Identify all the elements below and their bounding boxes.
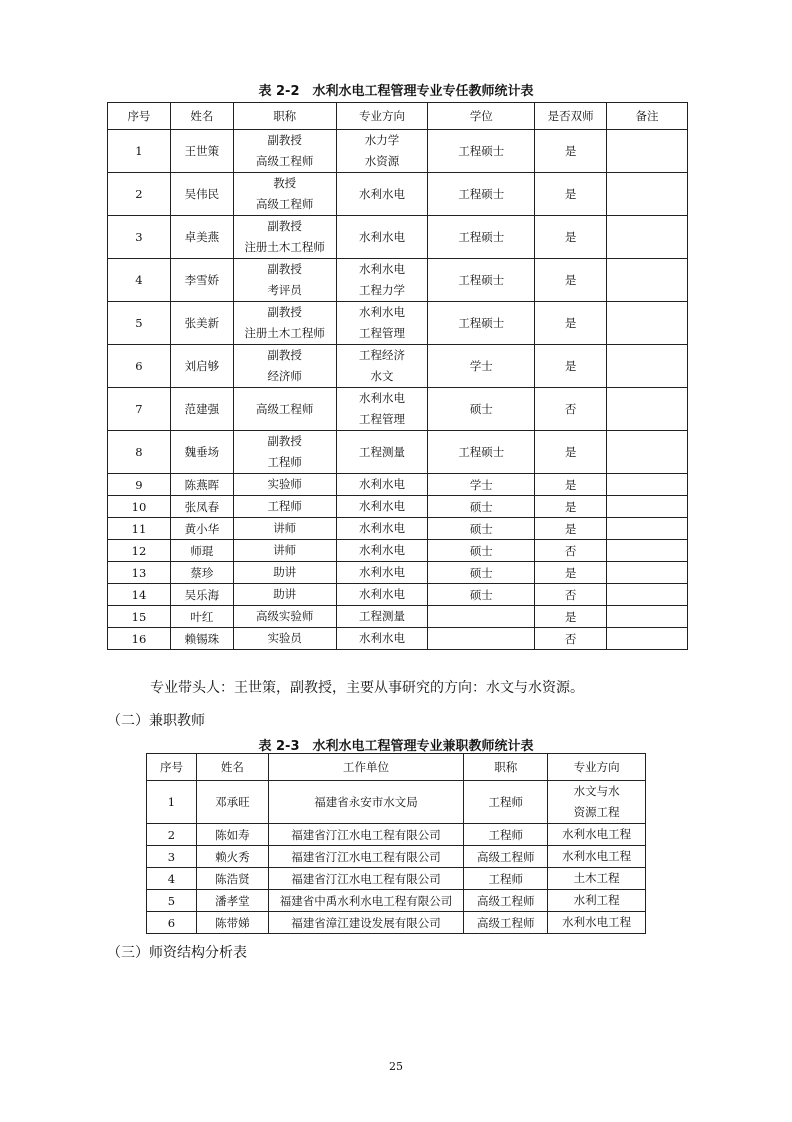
cell-direction <box>548 868 646 890</box>
leader-text: 专业带头人：王世策，副教授，主要从事研究的方向：水文与水资源。 <box>150 680 584 696</box>
cell-dual: 否 <box>535 584 607 606</box>
cell-name: 张美新 <box>170 302 233 345</box>
cell-degree: 工程硕士 <box>428 431 535 474</box>
cell-note <box>607 216 688 259</box>
column-header: 职称 <box>464 754 548 781</box>
cell-line: 讲师 <box>273 543 297 557</box>
table-row <box>108 216 688 259</box>
table-2-2-caption: 表 2-2 水利水电工程管理专业专任教师统计表 <box>258 84 534 99</box>
cell-line: 注册土木工程师 <box>244 326 325 340</box>
cell-dual: 是 <box>535 216 607 259</box>
cell-degree: 学士 <box>428 345 535 388</box>
cell-no: 6 <box>147 912 197 934</box>
cell-line: 水利水电 <box>359 229 405 244</box>
cell-unit: 福建省汀江水电工程有限公司 <box>268 846 464 868</box>
cell-no: 1 <box>147 781 197 824</box>
cell-degree: 工程硕士 <box>428 130 535 173</box>
table-row <box>147 868 646 890</box>
cell-title <box>233 540 336 562</box>
column-header: 序号 <box>108 103 171 130</box>
cell-degree <box>428 628 535 650</box>
cell-dual: 否 <box>535 540 607 562</box>
cell-direction <box>336 518 428 540</box>
table-2-3-caption: 表 2-3 水利水电工程管理专业兼职教师统计表 <box>258 739 534 754</box>
cell-no: 7 <box>108 388 171 431</box>
table-row <box>147 781 646 824</box>
table-row <box>147 824 646 846</box>
cell-line: 工程测量 <box>359 444 405 459</box>
cell-degree: 学士 <box>428 474 535 496</box>
cell-dual: 是 <box>535 130 607 173</box>
table-header-row <box>108 103 688 130</box>
cell-direction <box>336 259 428 302</box>
cell-line: 工程师 <box>267 455 302 469</box>
cell-line: 考评员 <box>267 283 302 297</box>
table-row <box>108 259 688 302</box>
table-row <box>108 302 688 345</box>
cell-no: 9 <box>108 474 171 496</box>
cell-name: 范建强 <box>170 388 233 431</box>
column-header: 专业方向 <box>336 103 428 130</box>
cell-line: 教授 <box>273 176 297 190</box>
table-row <box>108 173 688 216</box>
cell-note <box>607 345 688 388</box>
cell-no: 4 <box>147 868 197 890</box>
cell-line: 讲师 <box>273 521 297 535</box>
cell-direction <box>336 345 428 388</box>
cell-name: 陈浩贤 <box>196 868 268 890</box>
cell-unit: 福建省中禹水利水电工程有限公司 <box>268 890 464 912</box>
cell-name: 陈燕晖 <box>170 474 233 496</box>
cell-note <box>607 606 688 628</box>
cell-line: 工程测量 <box>359 609 405 623</box>
cell-name: 赖火秀 <box>196 846 268 868</box>
cell-name: 张凤春 <box>170 496 233 518</box>
cell-degree: 硕士 <box>428 584 535 606</box>
cell-unit: 福建省漳江建设发展有限公司 <box>268 912 464 934</box>
cell-title <box>233 606 336 628</box>
table-row <box>108 130 688 173</box>
cell-no: 3 <box>147 846 197 868</box>
cell-line: 水利水电 <box>359 521 405 535</box>
cell-title <box>233 628 336 650</box>
table-row <box>108 388 688 431</box>
cell-name: 魏垂场 <box>170 431 233 474</box>
cell-line: 高级工程师 <box>255 401 314 416</box>
column-header: 序号 <box>147 754 197 781</box>
cell-name: 王世策 <box>170 130 233 173</box>
column-header: 是否双师 <box>535 103 607 130</box>
cell-line: 水利水电 <box>359 262 405 276</box>
cell-line: 工程师 <box>267 499 302 513</box>
cell-line: 副教授 <box>267 262 302 276</box>
part-time-teacher-table <box>146 753 646 934</box>
cell-note <box>607 562 688 584</box>
cell-title <box>233 302 336 345</box>
cell-line: 水利水电 <box>359 477 405 491</box>
cell-line: 高级工程师 <box>255 154 314 168</box>
cell-direction <box>336 606 428 628</box>
cell-direction <box>336 130 428 173</box>
cell-direction <box>336 540 428 562</box>
cell-note <box>607 130 688 173</box>
cell-dual: 是 <box>535 606 607 628</box>
full-time-teacher-table <box>107 102 688 650</box>
cell-line: 水力学 <box>364 133 400 147</box>
cell-note <box>607 518 688 540</box>
cell-line: 高级实验师 <box>255 609 314 623</box>
cell-note <box>607 540 688 562</box>
cell-no: 12 <box>108 540 171 562</box>
table-row <box>147 890 646 912</box>
cell-title: 工程师 <box>464 781 548 824</box>
table-row <box>108 606 688 628</box>
cell-note <box>607 431 688 474</box>
cell-direction <box>336 431 428 474</box>
cell-degree: 硕士 <box>428 496 535 518</box>
cell-name: 卓美燕 <box>170 216 233 259</box>
cell-line: 水利水电工程 <box>562 849 632 863</box>
table-row <box>108 474 688 496</box>
cell-title <box>233 216 336 259</box>
cell-direction <box>336 628 428 650</box>
cell-direction <box>548 912 646 934</box>
cell-line: 副教授 <box>267 133 302 147</box>
cell-line: 副教授 <box>267 305 302 319</box>
cell-line: 副教授 <box>267 348 302 362</box>
table-header-row <box>147 754 646 781</box>
cell-no: 3 <box>108 216 171 259</box>
cell-dual: 是 <box>535 173 607 216</box>
cell-dual: 是 <box>535 562 607 584</box>
cell-title: 高级工程师 <box>464 890 548 912</box>
cell-line: 工程管理 <box>359 412 405 426</box>
cell-dual: 是 <box>535 431 607 474</box>
cell-line: 水资源 <box>364 154 400 168</box>
cell-dual: 是 <box>535 474 607 496</box>
cell-note <box>607 628 688 650</box>
cell-name: 赖锡珠 <box>170 628 233 650</box>
cell-unit: 福建省汀江水电工程有限公司 <box>268 824 464 846</box>
cell-title: 高级工程师 <box>464 846 548 868</box>
cell-line: 水文与水 <box>573 784 620 798</box>
cell-line: 土木工程 <box>573 871 620 885</box>
cell-no: 11 <box>108 518 171 540</box>
cell-line: 助讲 <box>273 587 297 601</box>
section-3-heading: （三）师资结构分析表 <box>107 945 247 961</box>
cell-line: 实验员 <box>267 631 302 645</box>
cell-name: 吴乐海 <box>170 584 233 606</box>
cell-dual: 是 <box>535 345 607 388</box>
cell-line: 水利水电 <box>359 565 405 579</box>
cell-title: 工程师 <box>464 824 548 846</box>
cell-no: 15 <box>108 606 171 628</box>
cell-dual: 是 <box>535 259 607 302</box>
cell-no: 6 <box>108 345 171 388</box>
cell-title <box>233 584 336 606</box>
table-row <box>108 584 688 606</box>
cell-dual: 是 <box>535 302 607 345</box>
cell-line: 水利工程 <box>573 893 620 907</box>
cell-degree <box>428 606 535 628</box>
cell-title: 高级工程师 <box>464 912 548 934</box>
page-number: 25 <box>389 1060 403 1073</box>
cell-dual: 否 <box>535 628 607 650</box>
cell-name: 黄小华 <box>170 518 233 540</box>
cell-line: 水利水电工程 <box>562 915 632 929</box>
cell-title <box>233 474 336 496</box>
cell-line: 工程经济 <box>359 348 405 362</box>
cell-dual: 是 <box>535 518 607 540</box>
cell-line: 助讲 <box>273 565 297 579</box>
cell-no: 2 <box>108 173 171 216</box>
table-row <box>108 562 688 584</box>
cell-note <box>607 302 688 345</box>
cell-direction <box>336 474 428 496</box>
cell-note <box>607 388 688 431</box>
cell-name: 邓承旺 <box>196 781 268 824</box>
cell-direction <box>548 824 646 846</box>
table-row <box>108 540 688 562</box>
column-header: 姓名 <box>196 754 268 781</box>
cell-note <box>607 173 688 216</box>
cell-name: 吴伟民 <box>170 173 233 216</box>
cell-title <box>233 259 336 302</box>
cell-dual: 是 <box>535 496 607 518</box>
column-header: 学位 <box>428 103 535 130</box>
cell-title: 工程师 <box>464 868 548 890</box>
cell-no: 10 <box>108 496 171 518</box>
cell-direction <box>548 890 646 912</box>
cell-name: 师琨 <box>170 540 233 562</box>
cell-degree: 工程硕士 <box>428 173 535 216</box>
cell-degree: 硕士 <box>428 518 535 540</box>
cell-line: 经济师 <box>267 369 302 383</box>
cell-degree: 硕士 <box>428 562 535 584</box>
cell-title <box>233 496 336 518</box>
cell-degree: 工程硕士 <box>428 259 535 302</box>
cell-dual: 否 <box>535 388 607 431</box>
cell-no: 13 <box>108 562 171 584</box>
table-row <box>108 628 688 650</box>
cell-no: 2 <box>147 824 197 846</box>
cell-line: 水利水电 <box>359 186 405 201</box>
cell-line: 水利水电 <box>359 305 405 319</box>
cell-line: 水利水电 <box>359 543 405 557</box>
cell-line: 注册土木工程师 <box>244 240 325 254</box>
cell-direction <box>336 302 428 345</box>
cell-no: 16 <box>108 628 171 650</box>
cell-line: 水利水电 <box>359 587 405 601</box>
table-row <box>108 518 688 540</box>
table-row <box>147 846 646 868</box>
cell-line: 水利水电工程 <box>562 827 632 841</box>
cell-no: 1 <box>108 130 171 173</box>
cell-line: 副教授 <box>267 219 302 233</box>
cell-note <box>607 496 688 518</box>
cell-name: 陈如寿 <box>196 824 268 846</box>
cell-direction <box>336 173 428 216</box>
table-row <box>147 912 646 934</box>
cell-line: 副教授 <box>267 434 302 448</box>
column-header: 姓名 <box>170 103 233 130</box>
cell-name: 叶红 <box>170 606 233 628</box>
cell-line: 水利水电 <box>359 631 405 645</box>
cell-direction <box>336 496 428 518</box>
cell-name: 蔡珍 <box>170 562 233 584</box>
cell-line: 水利水电 <box>359 499 405 513</box>
column-header: 备注 <box>607 103 688 130</box>
cell-line: 水利水电 <box>359 391 405 405</box>
cell-name: 刘启够 <box>170 345 233 388</box>
cell-note <box>607 474 688 496</box>
cell-direction <box>548 781 646 824</box>
cell-title <box>233 431 336 474</box>
cell-no: 5 <box>147 890 197 912</box>
cell-note <box>607 259 688 302</box>
cell-degree: 工程硕士 <box>428 216 535 259</box>
cell-no: 8 <box>108 431 171 474</box>
cell-direction <box>336 584 428 606</box>
cell-title <box>233 518 336 540</box>
cell-unit: 福建省永安市水文局 <box>268 781 464 824</box>
column-header: 职称 <box>233 103 336 130</box>
cell-unit: 福建省汀江水电工程有限公司 <box>268 868 464 890</box>
cell-line: 高级工程师 <box>255 197 314 211</box>
cell-line: 工程力学 <box>359 283 405 297</box>
cell-title <box>233 345 336 388</box>
cell-title <box>233 562 336 584</box>
cell-title <box>233 388 336 431</box>
cell-direction <box>336 562 428 584</box>
cell-degree: 硕士 <box>428 540 535 562</box>
cell-name: 潘孝堂 <box>196 890 268 912</box>
cell-no: 5 <box>108 302 171 345</box>
table-row <box>108 496 688 518</box>
table-row <box>108 345 688 388</box>
cell-degree: 硕士 <box>428 388 535 431</box>
column-header: 专业方向 <box>548 754 646 781</box>
cell-name: 李雪娇 <box>170 259 233 302</box>
cell-no: 14 <box>108 584 171 606</box>
cell-degree: 工程硕士 <box>428 302 535 345</box>
cell-name: 陈带娣 <box>196 912 268 934</box>
cell-title <box>233 130 336 173</box>
cell-line: 水文 <box>370 369 394 383</box>
cell-line: 资源工程 <box>573 805 620 819</box>
cell-direction <box>336 388 428 431</box>
cell-line: 实验师 <box>267 477 302 491</box>
cell-note <box>607 584 688 606</box>
section-2-heading: （二）兼职教师 <box>107 713 205 729</box>
table-row <box>108 431 688 474</box>
cell-no: 4 <box>108 259 171 302</box>
cell-title <box>233 173 336 216</box>
cell-direction <box>548 846 646 868</box>
cell-line: 工程管理 <box>359 326 405 340</box>
column-header: 工作单位 <box>268 754 464 781</box>
cell-direction <box>336 216 428 259</box>
